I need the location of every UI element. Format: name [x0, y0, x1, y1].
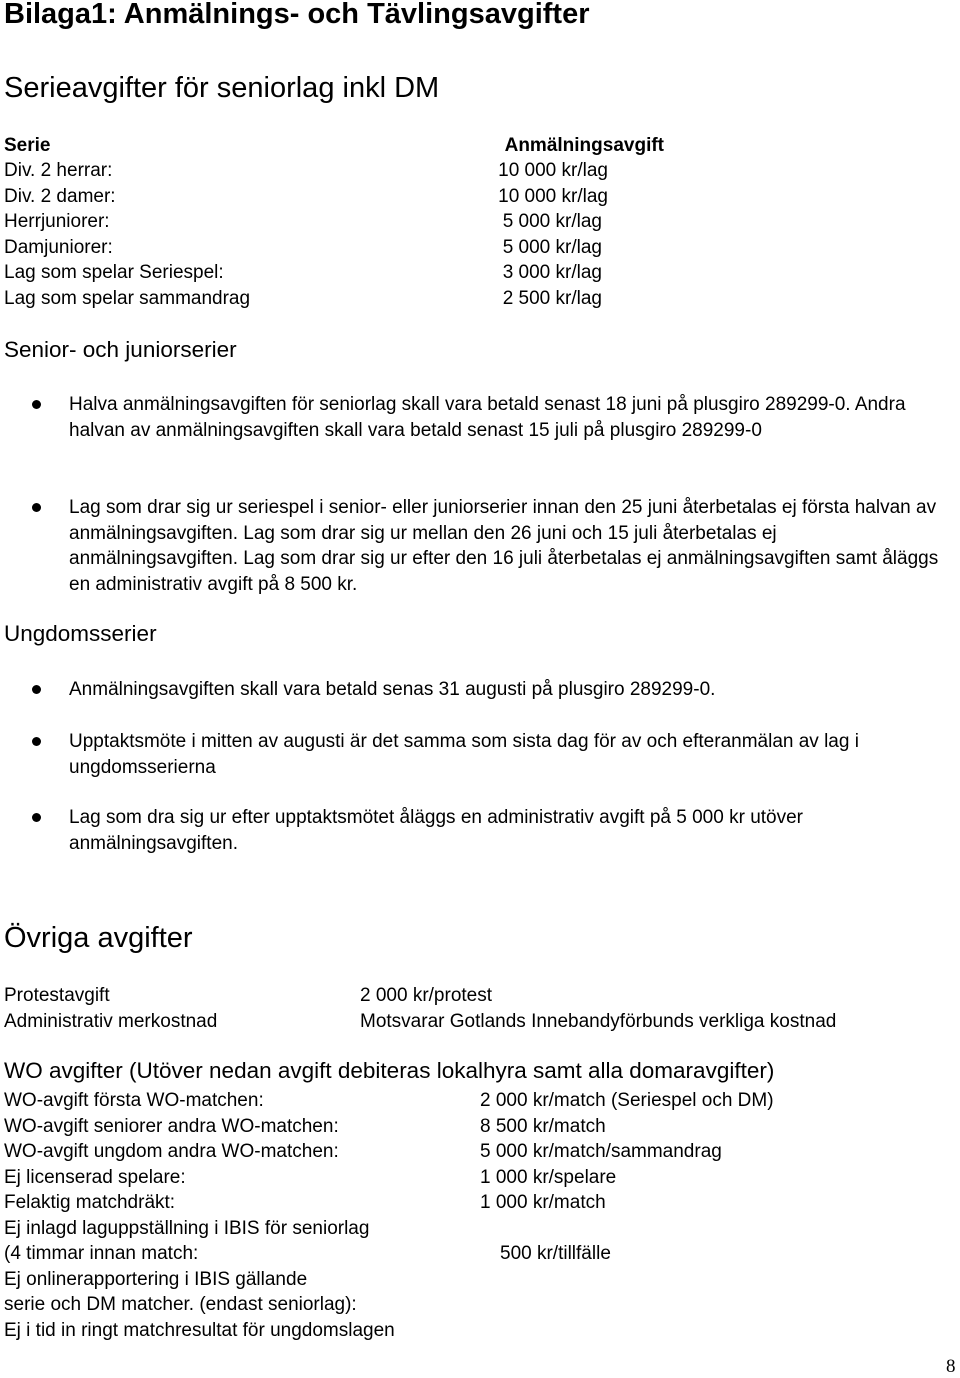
other-row-name: Administrativ merkostnad	[4, 1010, 218, 1032]
series-row-name: Damjuniorer:	[4, 236, 113, 258]
series-row-fee: 2 500 kr/lag	[502, 287, 602, 309]
series-fees-heading: Serieavgifter för seniorlag inkl DM	[4, 72, 440, 104]
bullet-icon	[32, 737, 41, 746]
series-row-fee: 5 000 kr/lag	[502, 211, 602, 232]
bullet-icon	[32, 813, 41, 822]
series-row-name: Lag som spelar Seriespel:	[4, 262, 224, 283]
bullet-paragraph: Lag som dra sig ur efter upptaktsmötet åläggs en administrativ avgift på 5 000 kr utöver anmälningsavgiften.	[69, 807, 803, 854]
bullet-paragraph: Halva anmälningsavgiften för seniorlag skall vara betald senast 18 juni på plusgiro 289299-0. Andra halvan av anmälningsavgiften skall vara betald senast 15 juli på plusgiro 289299-0	[69, 394, 906, 441]
wo-row-name: Ej licenserad spelare:	[4, 1166, 186, 1188]
other-row-name: Protestavgift	[4, 985, 110, 1006]
bullet-paragraph: Lag som drar sig ur seriespel i senior- eller juniorserier innan den 25 juni återbetalas ej första halvan av anmälningsavgiften. Lag som drar sig ur mellan den 26 juni och 15 juli återbetalas ej anmälningsavgiften. Lag som drar sig ur efter den 16 juli återbetalas ej anmälningsavgiften samt åläggs en administrativ avgift på 8 500 kr.	[69, 497, 939, 595]
wo-row-name: Ej inlagd laguppställning i IBIS för seniorlag	[4, 1217, 370, 1239]
series-row-fee: 5 000 kr/lag	[502, 236, 602, 258]
series-row-name: Div. 2 herrar:	[4, 160, 113, 181]
wo-row-name: Ej onlinerapportering i IBIS gällande	[4, 1268, 308, 1290]
youth-heading: Ungdomsserier	[4, 621, 157, 646]
wo-row-name: WO-avgift första WO-matchen:	[4, 1090, 264, 1111]
wo-row-name: Ej i tid in ringt matchresultat för ungdomslagen	[4, 1319, 395, 1341]
page-number: 8	[946, 1356, 956, 1377]
bullet-icon	[32, 503, 41, 512]
wo-row-name: (4 timmar innan match:	[4, 1243, 199, 1264]
wo-row-fee: 1 000 kr/match	[480, 1192, 606, 1213]
other-fees-heading: Övriga avgifter	[4, 922, 193, 954]
other-row-fee: 2 000 kr/protest	[360, 985, 493, 1006]
series-row-name: Herrjuniorer:	[4, 211, 110, 232]
wo-row-fee: 2 000 kr/match (Seriespel och DM)	[480, 1090, 774, 1111]
page-title: Bilaga1: Anmälnings- och Tävlingsavgifter	[4, 0, 590, 30]
series-row-fee: 10 000 kr/lag	[498, 185, 608, 207]
wo-row-name: WO-avgift ungdom andra WO-matchen:	[4, 1141, 339, 1162]
wo-row-fee: 5 000 kr/match/sammandrag	[480, 1141, 722, 1162]
bullet-icon	[32, 685, 41, 694]
fee-column-header: Anmälningsavgift	[504, 135, 664, 156]
bullet-icon	[32, 400, 41, 409]
series-row-name: Div. 2 damer:	[4, 185, 116, 207]
bullet-paragraph: Upptaktsmöte i mitten av augusti är det samma som sista dag för av och efteranmälan av lag i ungdomsserierna	[69, 731, 859, 778]
wo-row-name: Felaktig matchdräkt:	[4, 1192, 176, 1213]
bullet-paragraph: Anmälningsavgiften skall vara betald senas 31 augusti på plusgiro 289299-0.	[69, 679, 716, 700]
wo-fees-heading: WO avgifter (Utöver nedan avgift debiteras lokalhyra samt alla domaravgifter)	[4, 1058, 775, 1083]
senior-junior-heading: Senior- och juniorserier	[4, 337, 237, 362]
wo-row-fee: 500 kr/tillfälle	[500, 1243, 611, 1264]
wo-row-fee: 8 500 kr/match	[480, 1115, 606, 1137]
series-row-fee: 10 000 kr/lag	[498, 160, 608, 181]
series-row-name: Lag som spelar sammandrag	[4, 287, 251, 309]
wo-row-name: WO-avgift seniorer andra WO-matchen:	[4, 1115, 339, 1137]
series-row-fee: 3 000 kr/lag	[502, 262, 602, 283]
series-column-header: Serie	[4, 135, 51, 156]
other-row-fee: Motsvarar Gotlands Innebandyförbunds verkliga kostnad	[360, 1010, 837, 1032]
wo-row-name: serie och DM matcher. (endast seniorlag):	[4, 1294, 357, 1315]
wo-row-fee: 1 000 kr/spelare	[480, 1166, 617, 1188]
